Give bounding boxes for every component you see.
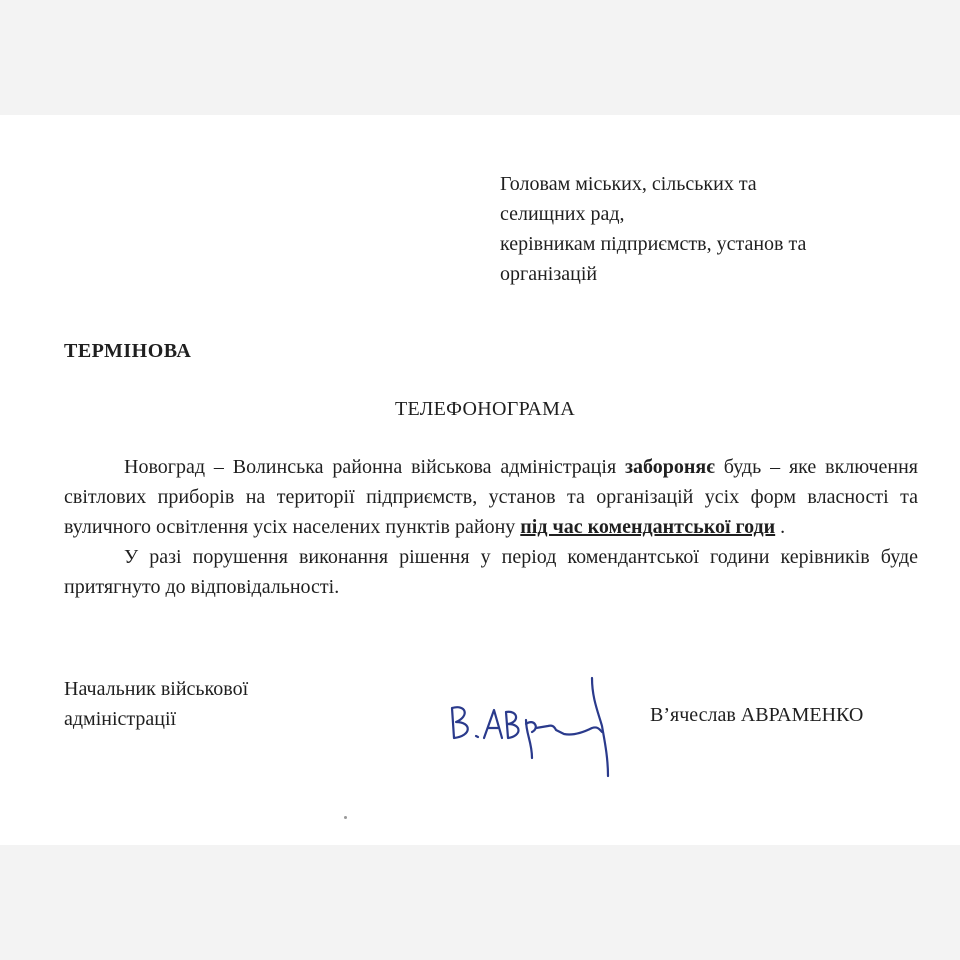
addressee-line: організацій — [500, 263, 598, 285]
signer-title — [64, 674, 248, 734]
addressee-line: керівникам підприємств, установ та — [500, 233, 807, 255]
signer-title-line-1: Начальник військової — [64, 678, 249, 700]
addressee-block — [500, 169, 930, 289]
urgency-label: ТЕРМІНОВА — [64, 340, 192, 362]
handwritten-signature — [440, 672, 630, 782]
signer-title-line-2: адміністрації — [64, 708, 177, 730]
p1-text-middle: будь – яке включення світлових приборів на території підприємств, установ та організацій усіх форм власності та вуличного освітлення усіх населених пунктів району — [64, 456, 918, 538]
top-margin-band — [0, 0, 960, 115]
message-paragraph-1 — [64, 452, 918, 542]
p1-text-end: . — [775, 516, 786, 538]
p1-underlined-phrase: під час комендантської годи — [520, 516, 776, 538]
p1-bold-verb: забороняє — [625, 456, 715, 478]
p1-text-start: Новоград – Волинська районна військова адміністрація — [124, 456, 626, 478]
signer-name: В’ячеслав АВРАМЕНКО — [650, 704, 864, 726]
bottom-margin-band — [0, 845, 960, 960]
message-paragraph-2: У разі порушення виконання рішення у період комендантської години керівників буде притягнуто до відповідальності. — [64, 546, 918, 598]
addressee-line: селищних рад, — [500, 203, 625, 225]
scan-speck — [344, 816, 347, 819]
document-type-heading: ТЕЛЕФОНОГРАМА — [394, 398, 576, 420]
message-body — [64, 452, 918, 602]
addressee-line: Головам міських, сільських та — [500, 173, 757, 195]
